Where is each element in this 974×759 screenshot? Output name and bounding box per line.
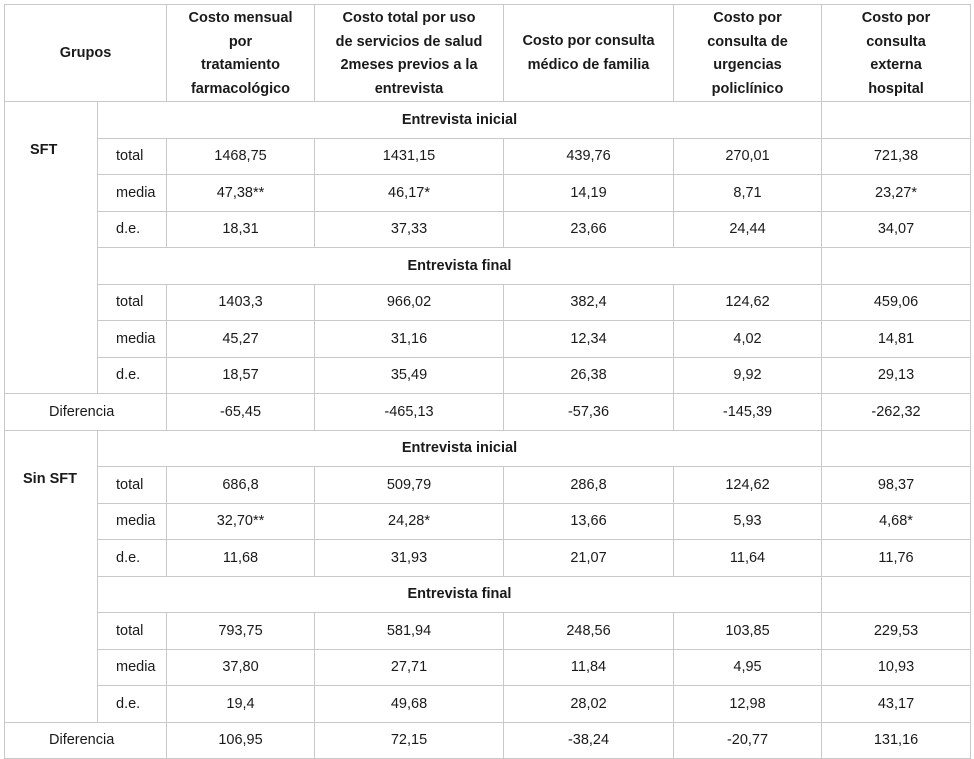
table-cell: 29,13 bbox=[822, 357, 971, 394]
table-cell: 8,71 bbox=[674, 175, 822, 212]
table-row bbox=[5, 686, 971, 723]
table-cell: 37,33 bbox=[315, 211, 504, 248]
table-cell: 43,17 bbox=[822, 686, 971, 723]
header-costo-mensual bbox=[167, 5, 315, 102]
table-cell: 23,66 bbox=[504, 211, 674, 248]
group-label-sin-sft bbox=[5, 430, 98, 722]
table-cell: 1403,3 bbox=[167, 284, 315, 321]
table-cell: 24,28* bbox=[315, 503, 504, 540]
header-line: por bbox=[228, 33, 253, 50]
table-cell: 1468,75 bbox=[167, 138, 315, 175]
table-cell: 72,15 bbox=[315, 722, 504, 759]
header-line: médico de familia bbox=[527, 56, 650, 73]
table-cell: 4,68* bbox=[822, 503, 971, 540]
table-cell: 14,19 bbox=[504, 175, 674, 212]
table-cell: 286,8 bbox=[504, 467, 674, 504]
table-row bbox=[5, 321, 971, 358]
table-row bbox=[5, 284, 971, 321]
table-row bbox=[5, 540, 971, 577]
table-row bbox=[5, 211, 971, 248]
table-cell: 9,92 bbox=[674, 357, 822, 394]
table-cell: 131,16 bbox=[822, 722, 971, 759]
table-row bbox=[5, 175, 971, 212]
table-row bbox=[5, 357, 971, 394]
header-line: farmacológico bbox=[190, 80, 291, 97]
table-cell: 98,37 bbox=[822, 467, 971, 504]
difference-row bbox=[5, 394, 971, 431]
table-cell: 11,68 bbox=[167, 540, 315, 577]
table-cell: 4,02 bbox=[674, 321, 822, 358]
section-row bbox=[5, 430, 971, 467]
table-cell: 124,62 bbox=[674, 467, 822, 504]
row-label: media bbox=[98, 503, 167, 540]
section-title: Entrevista final bbox=[98, 248, 822, 285]
cost-table bbox=[4, 4, 971, 759]
section-blank-cell bbox=[822, 102, 971, 139]
row-label: total bbox=[98, 467, 167, 504]
table-cell: 14,81 bbox=[822, 321, 971, 358]
table-cell: 23,27* bbox=[822, 175, 971, 212]
table-cell: 13,66 bbox=[504, 503, 674, 540]
table-cell: 459,06 bbox=[822, 284, 971, 321]
group-name: SFT bbox=[30, 142, 58, 158]
row-label: d.e. bbox=[98, 357, 167, 394]
table-cell: 46,17* bbox=[315, 175, 504, 212]
table-row bbox=[5, 649, 971, 686]
header-line: hospital bbox=[868, 80, 924, 97]
header-line: urgencias bbox=[713, 57, 782, 73]
table-cell: 721,38 bbox=[822, 138, 971, 175]
header-line: Costo por bbox=[861, 10, 931, 26]
table-cell: 31,16 bbox=[315, 321, 504, 358]
table-cell: 439,76 bbox=[504, 138, 674, 175]
table-cell: 34,07 bbox=[822, 211, 971, 248]
header-costo-medico-familia bbox=[504, 5, 674, 102]
header-line: 2meses previos a la bbox=[340, 57, 478, 73]
header-line: externa bbox=[870, 57, 922, 73]
table-row bbox=[5, 503, 971, 540]
header-line: Costo por bbox=[713, 10, 782, 26]
table-cell: 32,70** bbox=[167, 503, 315, 540]
header-grupos: Grupos bbox=[5, 5, 167, 102]
table-cell: 5,93 bbox=[674, 503, 822, 540]
header-row bbox=[5, 5, 971, 102]
row-label: d.e. bbox=[98, 540, 167, 577]
table-cell: 21,07 bbox=[504, 540, 674, 577]
section-blank-cell bbox=[822, 430, 971, 467]
table-cell: 37,80 bbox=[167, 649, 315, 686]
row-label: total bbox=[98, 138, 167, 175]
difference-row bbox=[5, 722, 971, 759]
table-cell: 793,75 bbox=[167, 613, 315, 650]
table-cell: 49,68 bbox=[315, 686, 504, 723]
group-label-sft bbox=[5, 102, 98, 394]
table-cell: 24,44 bbox=[674, 211, 822, 248]
header-line: consulta de bbox=[707, 33, 788, 50]
table-cell: 18,57 bbox=[167, 357, 315, 394]
row-label: media bbox=[98, 175, 167, 212]
table-cell: 686,8 bbox=[167, 467, 315, 504]
table-cell: 12,98 bbox=[674, 686, 822, 723]
table-row bbox=[5, 613, 971, 650]
table-cell: -38,24 bbox=[504, 722, 674, 759]
row-label: d.e. bbox=[98, 686, 167, 723]
table-cell: 1431,15 bbox=[315, 138, 504, 175]
table-cell: -145,39 bbox=[674, 394, 822, 431]
table-cell: 35,49 bbox=[315, 357, 504, 394]
header-costo-hospital bbox=[822, 5, 971, 102]
section-row bbox=[5, 102, 971, 139]
section-title: Entrevista final bbox=[98, 576, 822, 613]
cost-table-container bbox=[4, 4, 971, 759]
table-cell: -65,45 bbox=[167, 394, 315, 431]
table-cell: 19,4 bbox=[167, 686, 315, 723]
table-row bbox=[5, 467, 971, 504]
header-line: consulta bbox=[866, 33, 926, 50]
header-line: tratamiento bbox=[201, 57, 280, 73]
table-cell: 31,93 bbox=[315, 540, 504, 577]
header-line: de servicios de salud bbox=[335, 33, 483, 50]
table-cell: 11,64 bbox=[674, 540, 822, 577]
section-blank-cell bbox=[822, 576, 971, 613]
difference-label: Diferencia bbox=[5, 394, 167, 431]
table-cell: 28,02 bbox=[504, 686, 674, 723]
table-cell: 581,94 bbox=[315, 613, 504, 650]
header-line: Costo por consulta bbox=[522, 33, 655, 49]
table-cell: 124,62 bbox=[674, 284, 822, 321]
table-cell: 45,27 bbox=[167, 321, 315, 358]
table-cell: -20,77 bbox=[674, 722, 822, 759]
table-cell: 27,71 bbox=[315, 649, 504, 686]
table-cell: 229,53 bbox=[822, 613, 971, 650]
table-cell: 47,38** bbox=[167, 175, 315, 212]
table-cell: 18,31 bbox=[167, 211, 315, 248]
table-cell: 10,93 bbox=[822, 649, 971, 686]
table-cell: 509,79 bbox=[315, 467, 504, 504]
table-cell: 270,01 bbox=[674, 138, 822, 175]
header-line: Costo total por uso bbox=[342, 10, 476, 26]
table-cell: -262,32 bbox=[822, 394, 971, 431]
table-cell: 248,56 bbox=[504, 613, 674, 650]
section-blank-cell bbox=[822, 248, 971, 285]
table-cell: 11,76 bbox=[822, 540, 971, 577]
section-row bbox=[5, 248, 971, 285]
header-costo-urgencias bbox=[674, 5, 822, 102]
table-row bbox=[5, 138, 971, 175]
table-cell: 12,34 bbox=[504, 321, 674, 358]
header-line: entrevista bbox=[374, 80, 444, 97]
table-cell: 11,84 bbox=[504, 649, 674, 686]
table-cell: 106,95 bbox=[167, 722, 315, 759]
section-title: Entrevista inicial bbox=[98, 102, 822, 139]
row-label: total bbox=[98, 613, 167, 650]
header-line: policlínico bbox=[711, 80, 784, 97]
table-cell: -57,36 bbox=[504, 394, 674, 431]
row-label: d.e. bbox=[98, 211, 167, 248]
row-label: media bbox=[98, 321, 167, 358]
row-label: media bbox=[98, 649, 167, 686]
table-cell: -465,13 bbox=[315, 394, 504, 431]
table-cell: 966,02 bbox=[315, 284, 504, 321]
table-cell: 103,85 bbox=[674, 613, 822, 650]
table-cell: 382,4 bbox=[504, 284, 674, 321]
row-label: total bbox=[98, 284, 167, 321]
header-line: Costo mensual bbox=[188, 10, 293, 26]
table-cell: 26,38 bbox=[504, 357, 674, 394]
difference-label: Diferencia bbox=[5, 722, 167, 759]
section-row bbox=[5, 576, 971, 613]
table-cell: 4,95 bbox=[674, 649, 822, 686]
group-name: Sin SFT bbox=[23, 470, 77, 487]
header-costo-total bbox=[315, 5, 504, 102]
section-title: Entrevista inicial bbox=[98, 430, 822, 467]
